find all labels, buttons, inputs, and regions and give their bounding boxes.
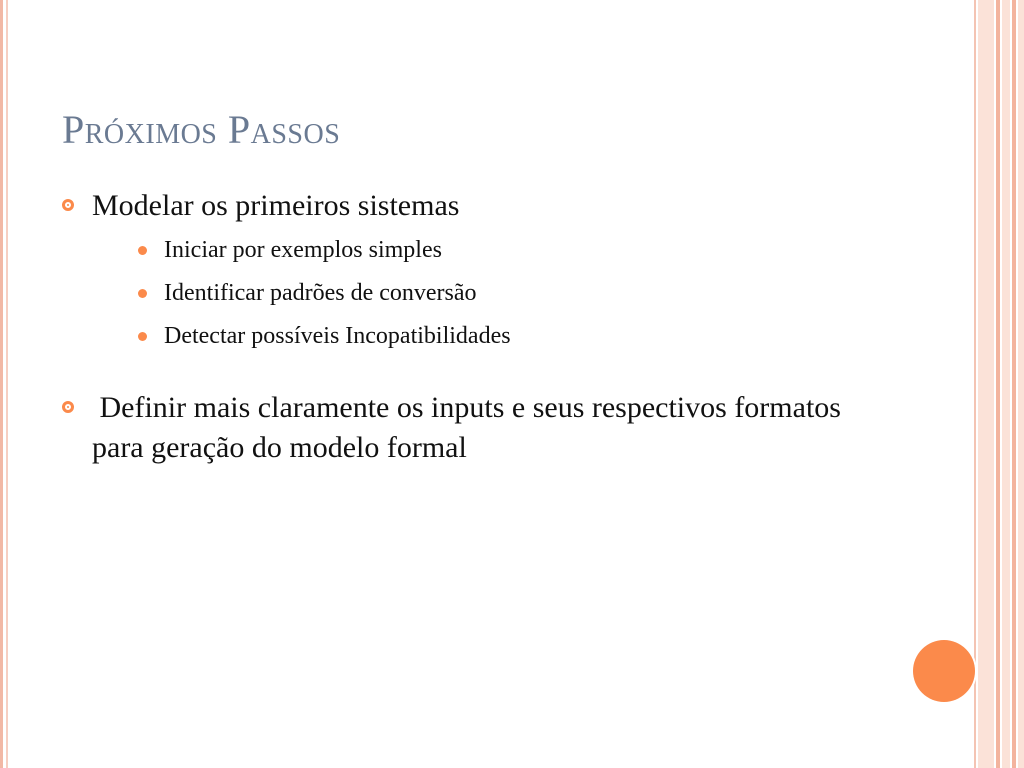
stripe xyxy=(996,0,1000,768)
stripe xyxy=(978,0,994,768)
sub-bullet-point xyxy=(92,315,882,358)
bullet-point xyxy=(62,388,882,468)
dot-bullet-icon xyxy=(138,289,147,298)
left-border-line xyxy=(0,0,3,768)
stripe xyxy=(1012,0,1016,768)
slide-title: Próximos Passos xyxy=(62,107,341,152)
slide-content xyxy=(62,186,882,468)
bullet-text: Modelar os primeiros sistemas xyxy=(92,189,460,222)
sub-bullet-list xyxy=(92,229,882,358)
right-decorative-stripes xyxy=(974,0,1024,768)
dot-bullet-icon xyxy=(138,246,147,255)
dot-bullet-icon xyxy=(138,332,147,341)
ring-bullet-icon xyxy=(62,401,74,413)
stripe xyxy=(1002,0,1010,768)
stripe xyxy=(974,0,976,768)
sub-bullet-point xyxy=(92,229,882,272)
left-border-line-inner xyxy=(6,0,8,768)
decorative-orange-circle xyxy=(913,640,975,702)
ring-bullet-icon xyxy=(62,199,74,211)
sub-bullet-text: Identificar padrões de conversão xyxy=(164,280,477,306)
bullet-text: Definir mais claramente os inputs e seus respectivos formatos para geração do modelo formal xyxy=(92,391,849,464)
bullet-point xyxy=(62,186,882,358)
stripe xyxy=(1018,0,1024,768)
sub-bullet-text: Detectar possíveis Incopatibilidades xyxy=(164,323,511,349)
sub-bullet-point xyxy=(92,272,882,315)
sub-bullet-text: Iniciar por exemplos simples xyxy=(164,237,442,263)
